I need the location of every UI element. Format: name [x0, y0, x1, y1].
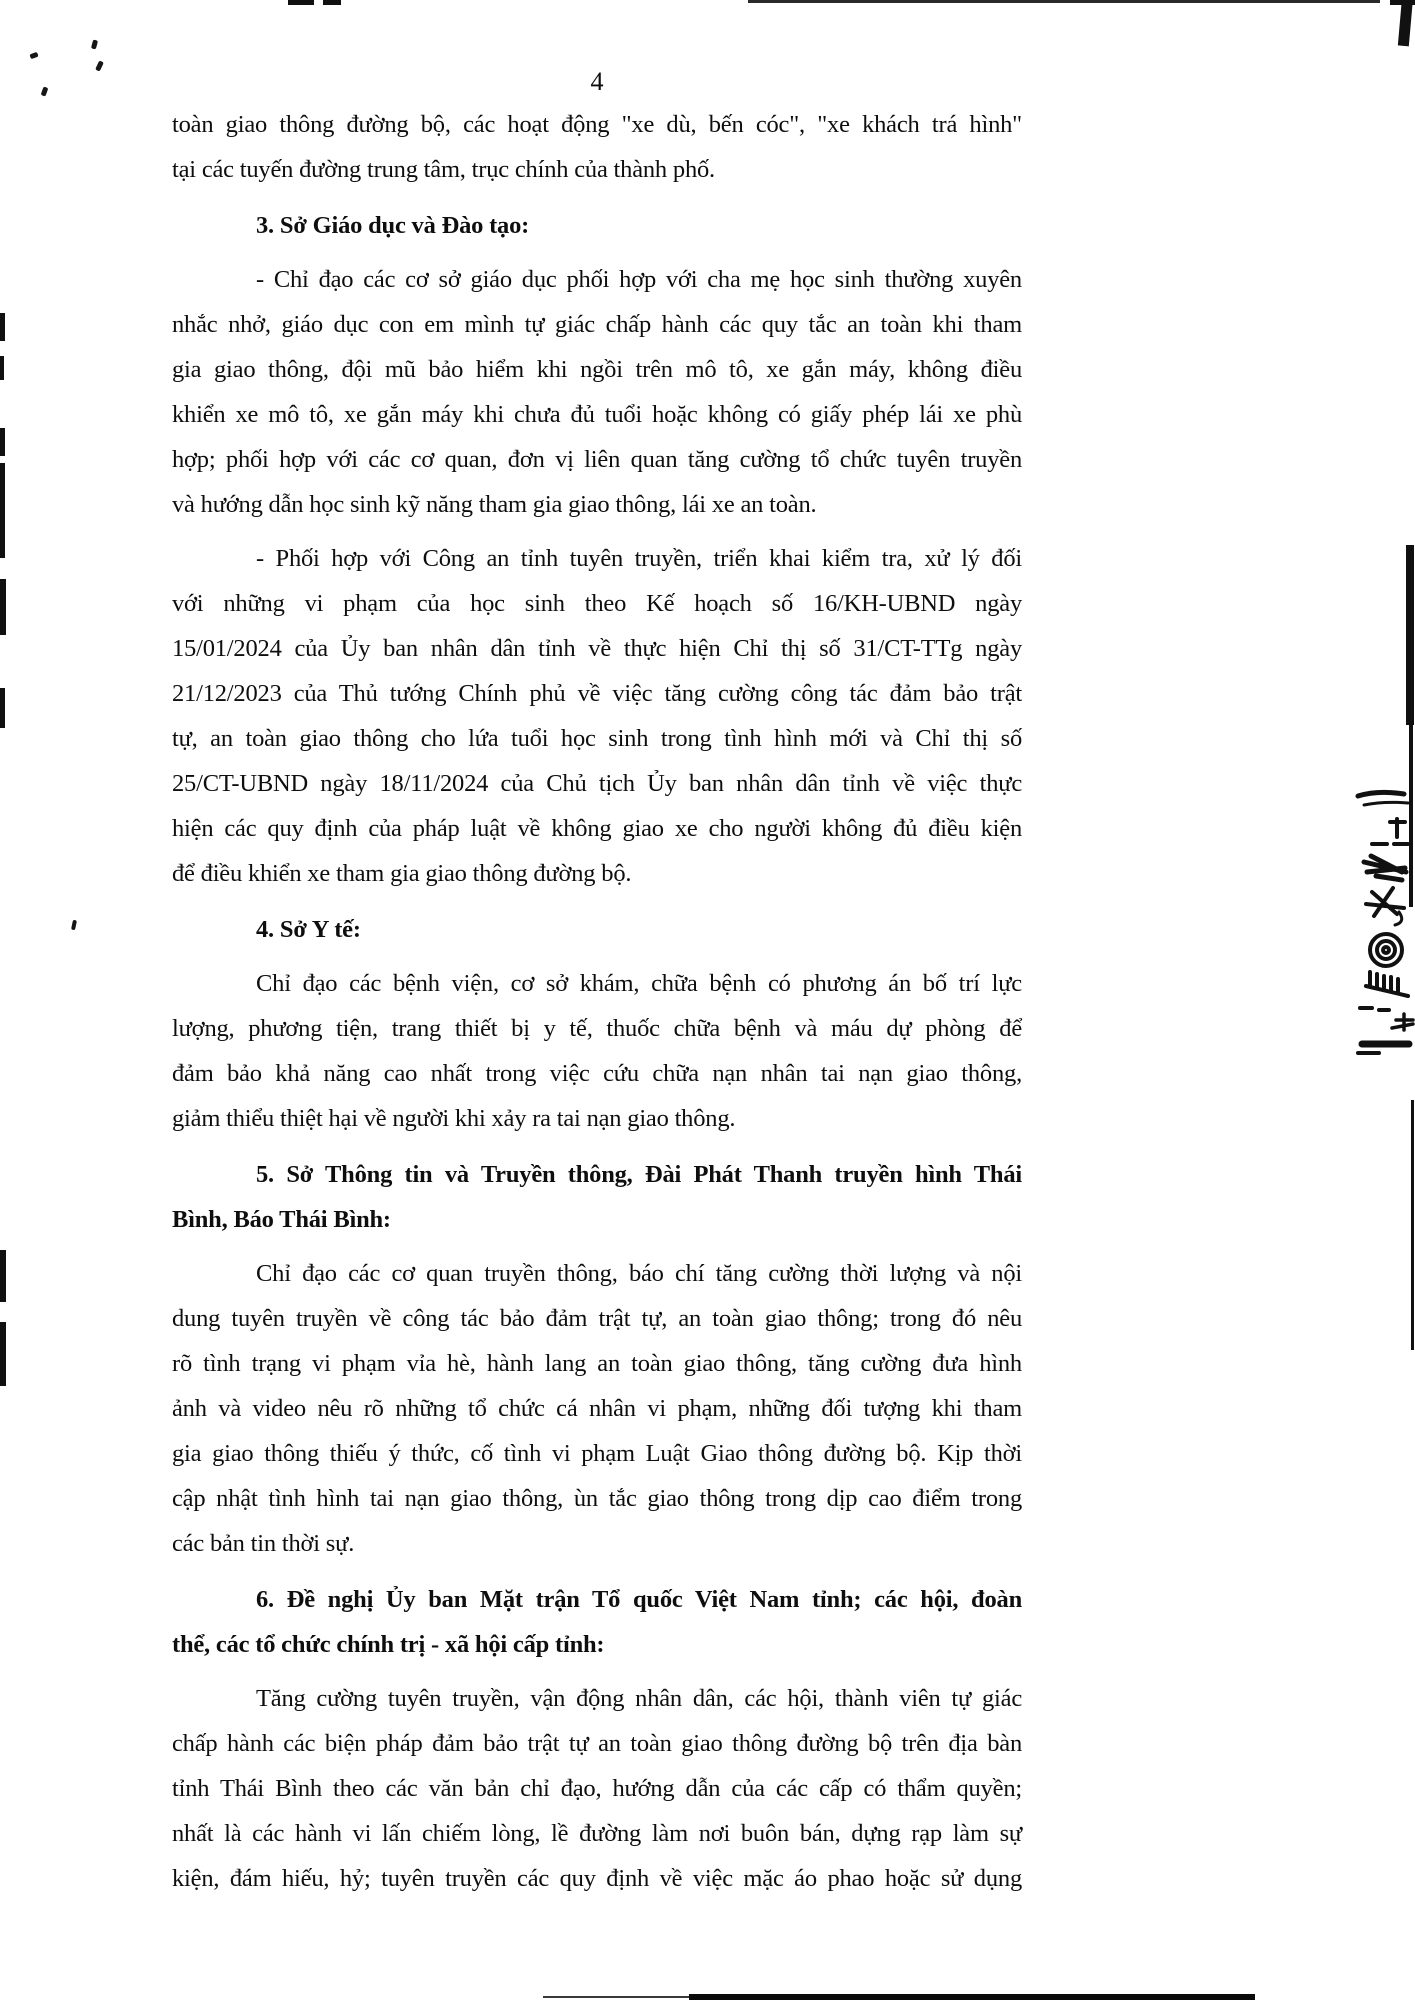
text-line: với những vi phạm của học sinh theo Kế hoạch số 16/KH-UBND ngày [172, 590, 1022, 617]
section-heading [172, 1152, 1022, 1242]
text-line: giảm thiểu thiệt hại về người khi xảy ra tai nạn giao thông. [172, 1105, 736, 1132]
text-line: và hướng dẫn học sinh kỹ năng tham gia giao thông, lái xe an toàn. [172, 491, 817, 518]
top-edge-dash [323, 0, 341, 5]
paragraph [172, 257, 1022, 527]
left-edge-ink-bar [0, 688, 5, 728]
left-edge-ink-bar [0, 463, 5, 558]
section-heading [172, 907, 1022, 952]
page-number: 4 [590, 67, 604, 96]
text-line: thể, các tổ chức chính trị - xã hội cấp tỉnh: [172, 1631, 605, 1658]
top-right-corner-mark [1398, 0, 1413, 46]
text-line: Tăng cường tuyên truyền, vận động nhân dân, các hội, thành viên tự giác [256, 1685, 1022, 1712]
top-edge-dash [288, 0, 314, 5]
text-line: 25/CT-UBND ngày 18/11/2024 của Chủ tịch Ủy ban nhân dân tỉnh về việc thực [172, 770, 1022, 797]
text-line: để điều khiển xe tham gia giao thông đường bộ. [172, 860, 632, 887]
document-text [172, 102, 1022, 1901]
text-line: toàn giao thông đường bộ, các hoạt động "xe dù, bến cóc", "xe khách trá hình" [172, 111, 1022, 138]
top-right-corner-mark [1390, 0, 1415, 5]
text-line: chấp hành các biện pháp đảm bảo trật tự an toàn giao thông đường bộ trên địa bàn [172, 1730, 1022, 1757]
paragraph [172, 961, 1022, 1141]
text-line: ảnh và video nêu rõ những tổ chức cá nhân vi phạm, những đối tượng khi tham [172, 1395, 1022, 1422]
ink-speck [41, 86, 49, 96]
text-line: 5. Sở Thông tin và Truyền thông, Đài Phát Thanh truyền hình Thái [256, 1161, 1022, 1188]
text-line: cập nhật tình hình tai nạn giao thông, ùn tắc giao thông trong dịp cao điểm trong [172, 1485, 1022, 1512]
ink-speck [71, 920, 77, 931]
text-line: tỉnh Thái Bình theo các văn bản chỉ đạo, hướng dẫn của các cấp có thẩm quyền; [172, 1775, 1022, 1802]
text-line: 3. Sở Giáo dục và Đào tạo: [256, 212, 530, 239]
paragraph [172, 102, 1022, 192]
right-edge-ink-bar [1411, 1100, 1414, 1350]
left-edge-ink-bar [0, 579, 6, 635]
text-line: Chỉ đạo các cơ quan truyền thông, báo chí tăng cường thời lượng và nội [256, 1260, 1022, 1287]
text-line: hợp; phối hợp với các cơ quan, đơn vị liên quan tăng cường tổ chức tuyên truyền [172, 446, 1022, 473]
ink-speck [95, 60, 104, 71]
left-edge-ink-bar [0, 428, 5, 456]
right-edge-ink-bar [1406, 545, 1414, 725]
text-line: dung tuyên truyền về công tác bảo đảm trật tự, an toàn giao thông; trong đó nêu [172, 1305, 1022, 1332]
scan-scribbles-icon [1352, 788, 1415, 1060]
text-line: gia giao thông, đội mũ bảo hiểm khi ngồi trên mô tô, xe gắn máy, không điều [172, 356, 1022, 383]
text-line: nhất là các hành vi lấn chiếm lòng, lề đường làm nơi buôn bán, dựng rạp làm sự [172, 1820, 1022, 1847]
ink-speck [29, 52, 38, 59]
ink-speck [91, 40, 98, 50]
bottom-edge-line [689, 1994, 1255, 2000]
left-edge-ink-bar [0, 356, 4, 380]
paragraph [172, 1676, 1022, 1901]
text-line: nhắc nhở, giáo dục con em mình tự giác chấp hành các quy tắc an toàn khi tham [172, 311, 1022, 338]
left-edge-ink-bar [0, 1250, 6, 1302]
text-line: gia giao thông thiếu ý thức, cố tình vi phạm Luật Giao thông đường bộ. Kịp thời [172, 1440, 1022, 1467]
text-line: Bình, Báo Thái Bình: [172, 1206, 391, 1233]
section-heading [172, 203, 1022, 248]
text-line: hiện các quy định của pháp luật về không giao xe cho người không đủ điều kiện [172, 815, 1022, 842]
bottom-edge-line [543, 1996, 691, 1998]
left-edge-ink-bar [0, 1322, 6, 1386]
section-heading [172, 1577, 1022, 1667]
text-line: 21/12/2023 của Thủ tướng Chính phủ về việc tăng cường công tác đảm bảo trật [172, 680, 1022, 707]
text-line: - Phối hợp với Công an tỉnh tuyên truyền, triển khai kiểm tra, xử lý đối [256, 545, 1022, 572]
text-line: lượng, phương tiện, trang thiết bị y tế, thuốc chữa bệnh và máu dự phòng để [172, 1015, 1022, 1042]
text-line: 15/01/2024 của Ủy ban nhân dân tỉnh về thực hiện Chỉ thị số 31/CT-TTg ngày [172, 635, 1022, 662]
text-line: Chỉ đạo các bệnh viện, cơ sở khám, chữa bệnh có phương án bố trí lực [256, 970, 1022, 997]
text-line: các bản tin thời sự. [172, 1530, 355, 1557]
text-line: đảm bảo khả năng cao nhất trong việc cứu chữa nạn nhân tai nạn giao thông, [172, 1060, 1022, 1087]
paragraph [172, 1251, 1022, 1566]
text-line: tự, an toàn giao thông cho lứa tuổi học sinh trong tình hình mới và Chỉ thị số [172, 725, 1022, 752]
text-line: kiện, đám hiếu, hỷ; tuyên truyền các quy định về việc mặc áo phao hoặc sử dụng [172, 1865, 1022, 1892]
text-line: tại các tuyến đường trung tâm, trục chính của thành phố. [172, 156, 715, 183]
text-line: 6. Đề nghị Ủy ban Mặt trận Tổ quốc Việt Nam tỉnh; các hội, đoàn [256, 1586, 1022, 1613]
text-line: khiển xe mô tô, xe gắn máy khi chưa đủ tuổi hoặc không có giấy phép lái xe phù [172, 401, 1022, 428]
top-edge-line [748, 0, 1380, 3]
left-edge-ink-bar [0, 313, 5, 341]
text-line: 4. Sở Y tế: [256, 916, 361, 943]
text-line: - Chỉ đạo các cơ sở giáo dục phối hợp với cha mẹ học sinh thường xuyên [256, 266, 1022, 293]
text-line: rõ tình trạng vi phạm vỉa hè, hành lang an toàn giao thông, tăng cường đưa hình [172, 1350, 1022, 1377]
paragraph [172, 536, 1022, 896]
